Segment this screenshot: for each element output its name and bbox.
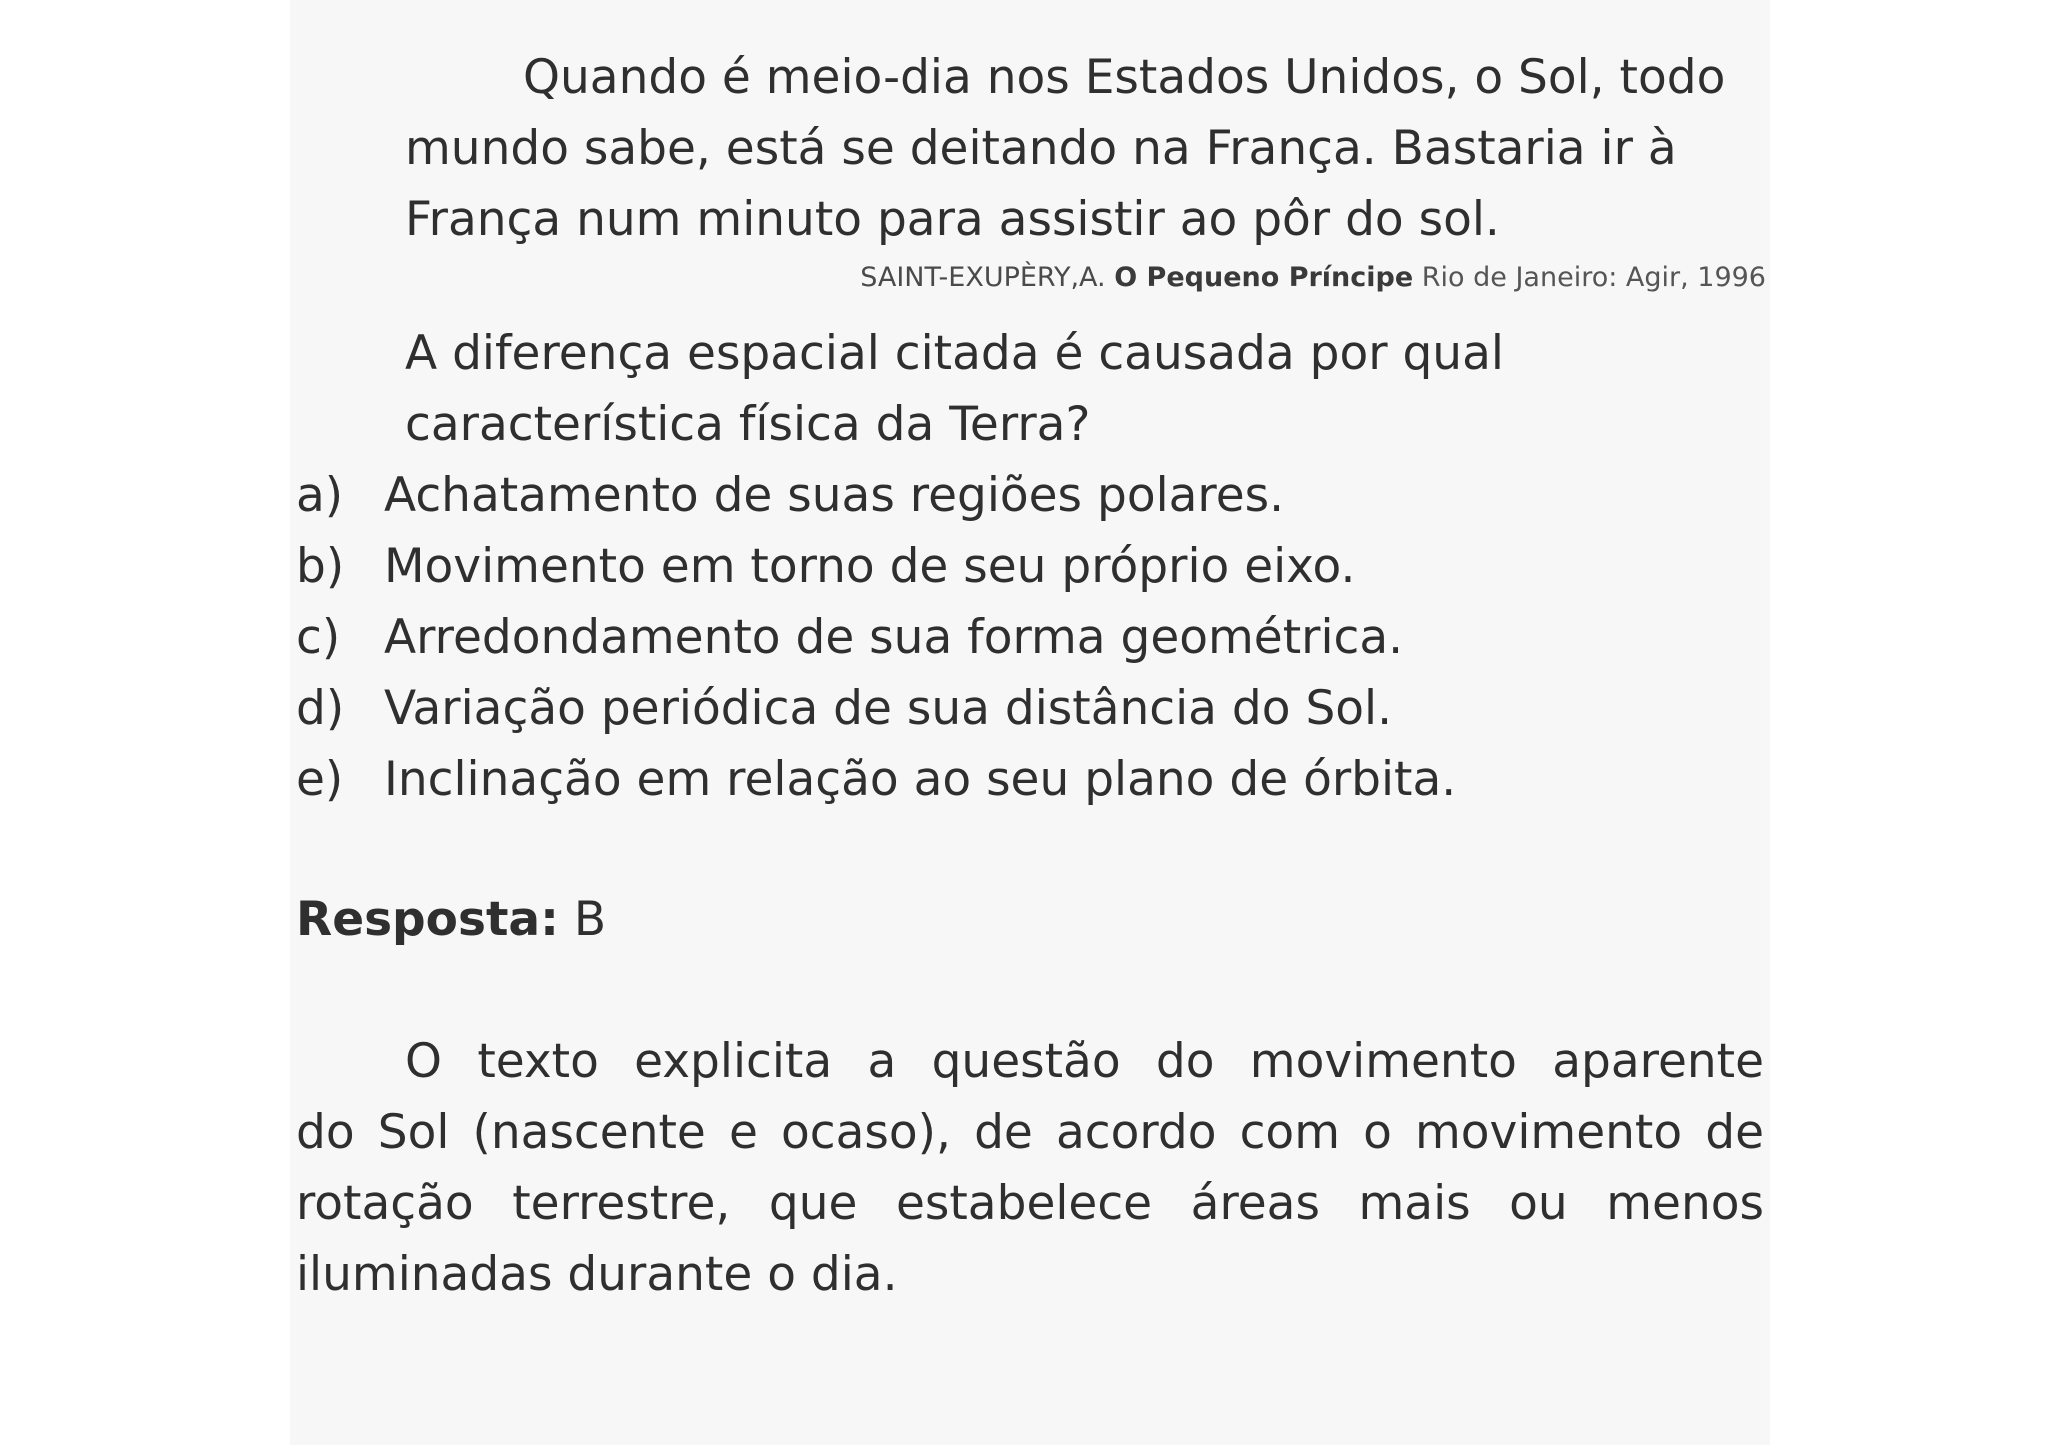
quote-line: mundo sabe, está se deitando na França. Bastaria ir à xyxy=(405,121,1677,176)
option-b xyxy=(296,531,1456,602)
explanation-line: rotação terrestre, que estabelece áreas mais ou menos xyxy=(296,1176,1764,1231)
explanation-line: iluminadas durante o dia. xyxy=(296,1247,898,1302)
option-letter: a) xyxy=(296,468,344,523)
answer-label: Resposta: xyxy=(296,892,559,947)
answer-explanation xyxy=(296,1026,1764,1310)
option-text: Movimento em torno de seu próprio eixo. xyxy=(384,539,1356,594)
question-line: A diferença espacial citada é causada por qual xyxy=(405,326,1504,381)
option-c xyxy=(296,602,1456,673)
option-text: Variação periódica de sua distância do Sol. xyxy=(384,681,1393,736)
explanation-line: do Sol (nascente e ocaso), de acordo com o movimento de xyxy=(296,1105,1764,1160)
option-text: Arredondamento de sua forma geométrica. xyxy=(384,610,1404,665)
option-d xyxy=(296,673,1456,744)
option-letter: c) xyxy=(296,610,341,665)
quote-citation xyxy=(860,262,1766,293)
question-prompt xyxy=(405,318,1504,460)
citation-work: O Pequeno Príncipe xyxy=(1114,262,1414,293)
answer-options xyxy=(296,460,1456,815)
quote-line: França num minuto para assistir ao pôr do sol. xyxy=(405,192,1500,247)
answer-key xyxy=(296,884,606,955)
explanation-line: O texto explicita a questão do movimento aparente xyxy=(405,1034,1764,1089)
quote-line: Quando é meio-dia nos Estados Unidos, o Sol, todo xyxy=(523,50,1726,105)
option-letter: d) xyxy=(296,681,345,736)
epigraph-quote xyxy=(405,42,1765,255)
citation-publication: Rio de Janeiro: Agir, 1996 xyxy=(1421,262,1766,293)
option-a xyxy=(296,460,1456,531)
question-line: característica física da Terra? xyxy=(405,397,1091,452)
option-letter: e) xyxy=(296,752,344,807)
option-text: Achatamento de suas regiões polares. xyxy=(384,468,1285,523)
citation-author: SAINT-EXUPÈRY,A. xyxy=(860,262,1106,293)
option-text: Inclinação em relação ao seu plano de órbita. xyxy=(384,752,1457,807)
answer-value: B xyxy=(573,892,607,947)
option-e xyxy=(296,744,1456,815)
option-letter: b) xyxy=(296,539,345,594)
